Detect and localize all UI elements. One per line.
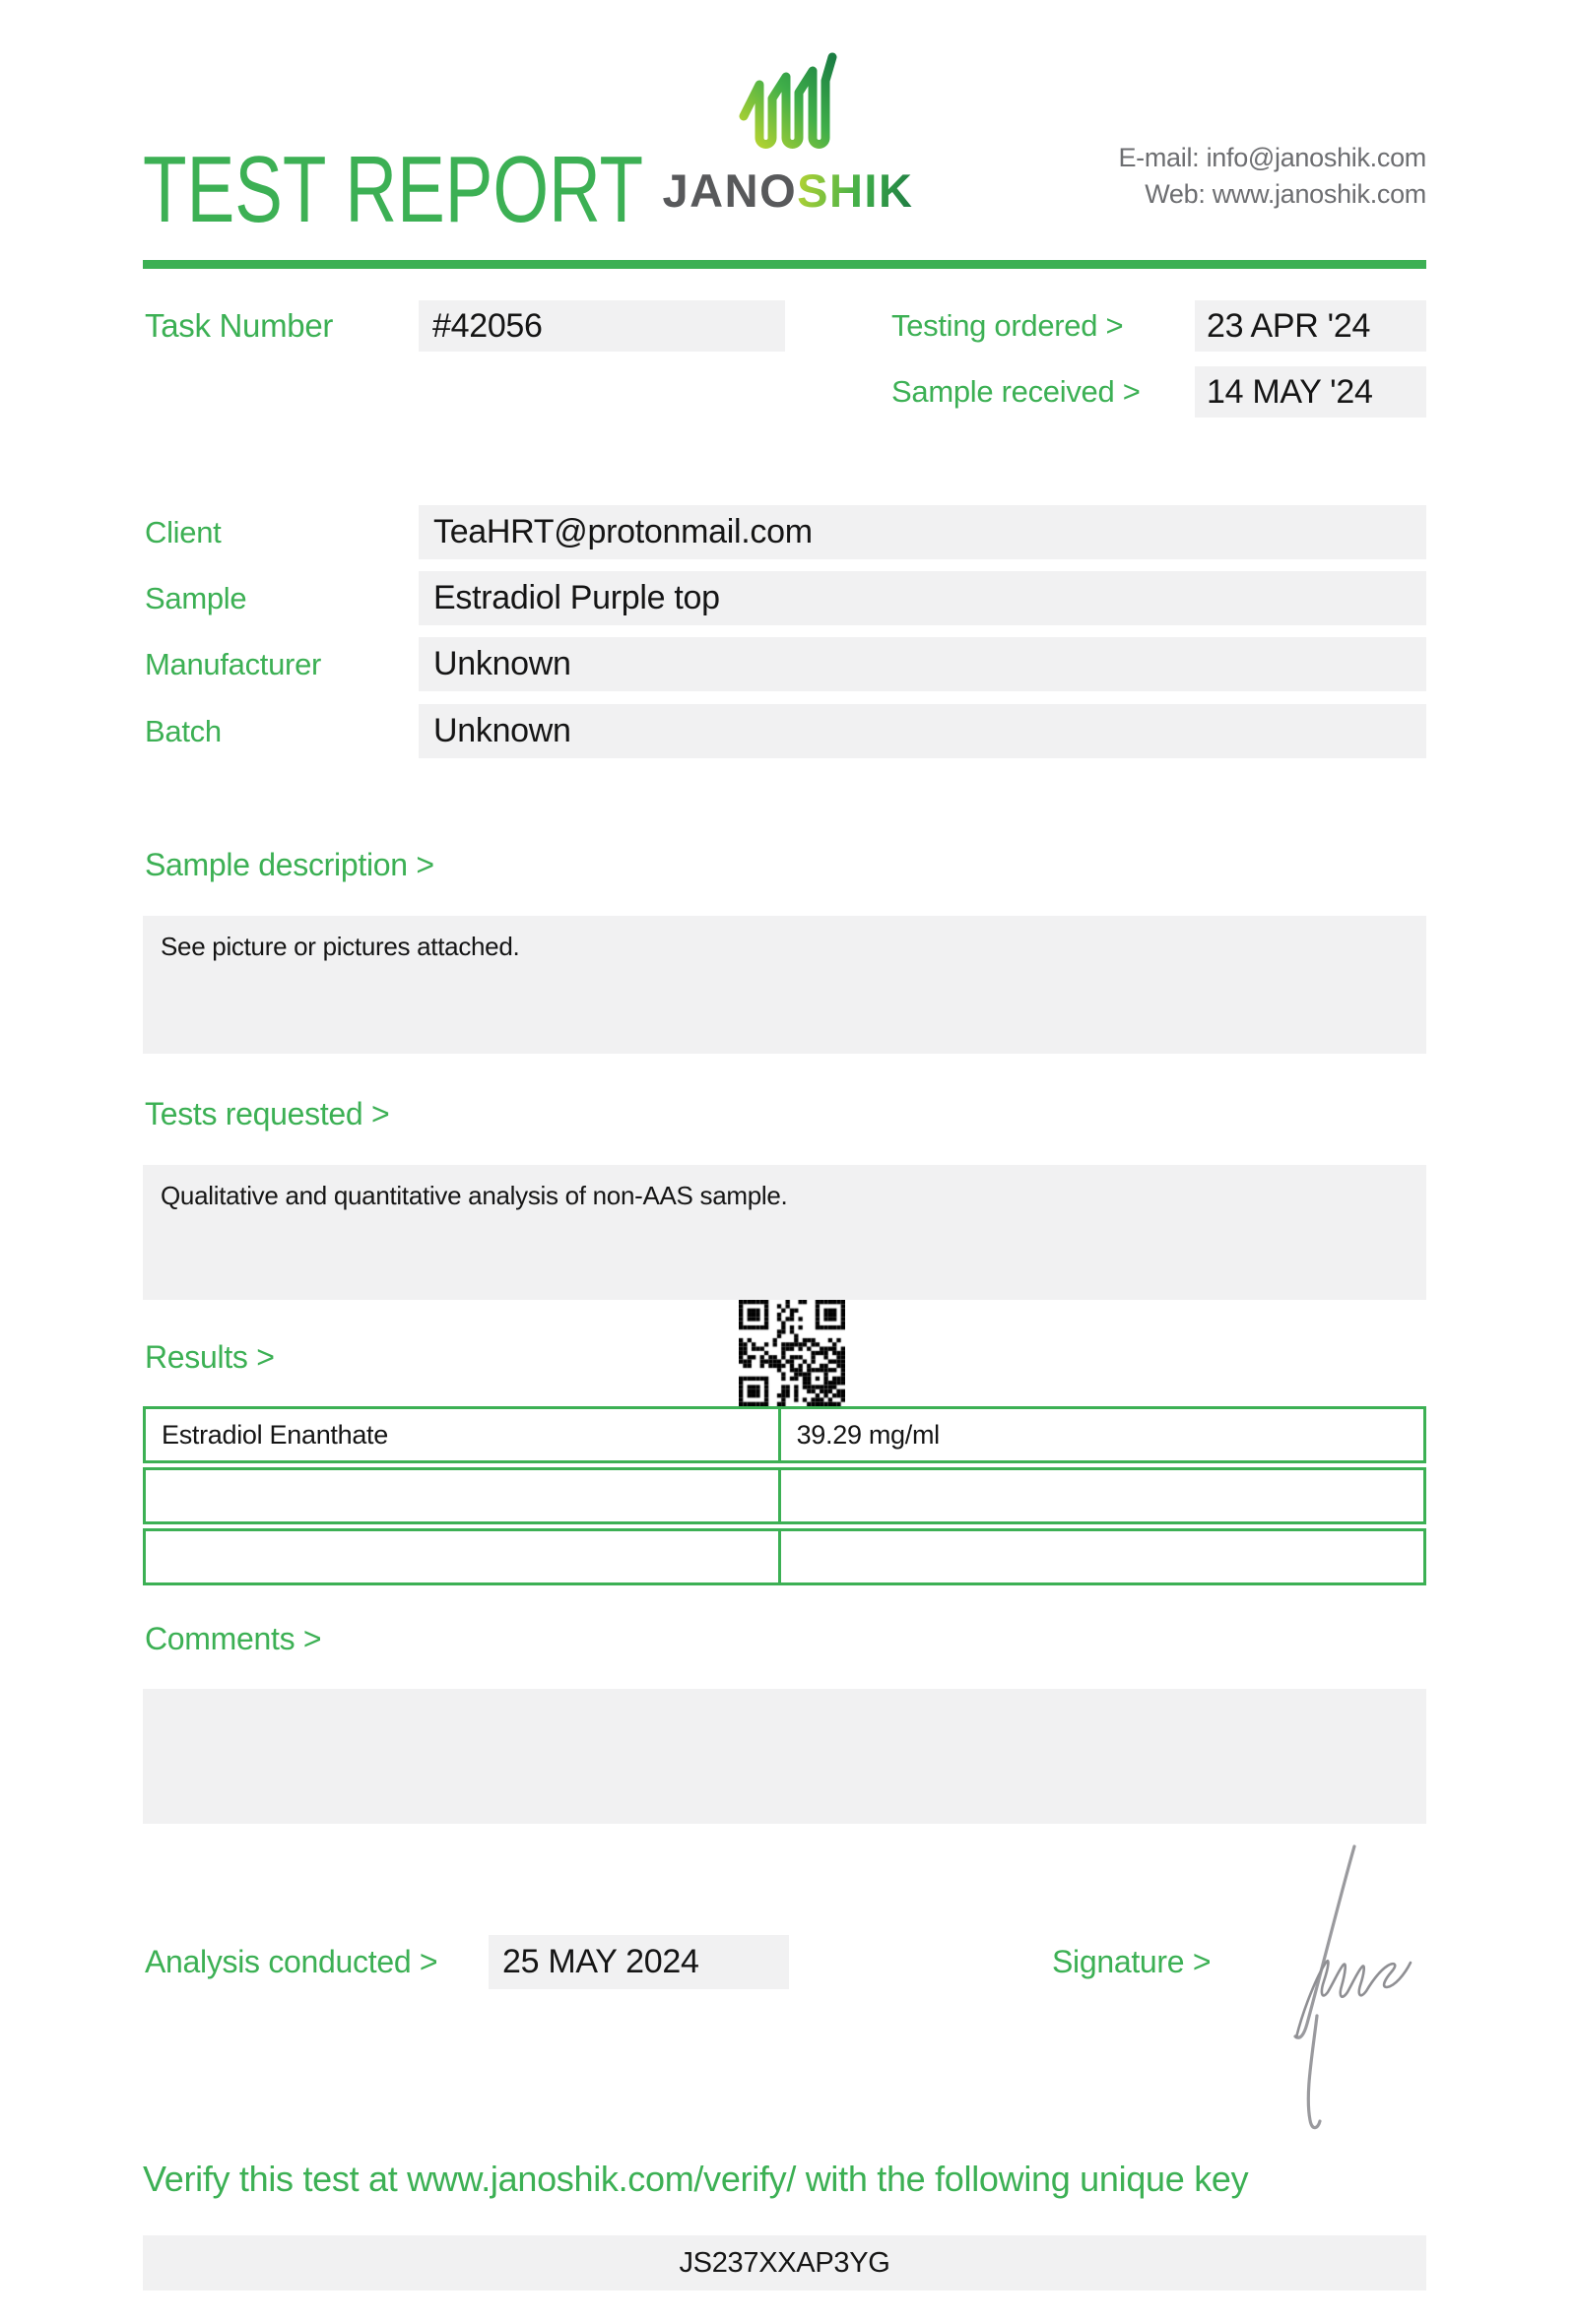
verify-instruction: Verify this test at www.janoshik.com/verify/ with the following unique key	[143, 2159, 1249, 2199]
results-table-row	[143, 1406, 1426, 1463]
result-concentration	[781, 1470, 1423, 1521]
batch-label: Batch	[145, 714, 222, 748]
comments-box	[143, 1689, 1426, 1824]
sample-received-label: Sample received >	[891, 374, 1141, 409]
analysis-conducted-date: 25 MAY 2024	[489, 1935, 789, 1989]
qr-code-icon	[739, 1300, 845, 1406]
logo-wordmark	[662, 163, 914, 218]
task-number-value: #42056	[419, 300, 785, 352]
testing-ordered-date: 23 APR '24	[1195, 300, 1426, 352]
result-substance	[146, 1531, 781, 1582]
result-concentration	[781, 1531, 1423, 1582]
unique-key-value: JS237XXAP3YG	[143, 2235, 1426, 2291]
batch-value: Unknown	[419, 704, 1426, 758]
logo-text-shik: SHIK	[797, 164, 914, 217]
results-table-row	[143, 1528, 1426, 1585]
client-label: Client	[145, 515, 222, 549]
client-value: TeaHRT@protonmail.com	[419, 505, 1426, 559]
testing-ordered-label: Testing ordered >	[891, 308, 1124, 343]
header-divider	[143, 260, 1426, 269]
contact-email: E-mail: info@janoshik.com	[1118, 143, 1426, 172]
manufacturer-value: Unknown	[419, 637, 1426, 691]
sample-received-date: 14 MAY '24	[1195, 366, 1426, 418]
sample-value: Estradiol Purple top	[419, 571, 1426, 625]
comments-heading: Comments >	[145, 1621, 322, 1656]
result-substance: Estradiol Enanthate	[146, 1409, 781, 1460]
manufacturer-label: Manufacturer	[145, 647, 322, 681]
result-substance	[146, 1470, 781, 1521]
results-table	[143, 1406, 1426, 1585]
results-heading: Results >	[145, 1339, 275, 1375]
sample-description-box: See picture or pictures attached.	[143, 916, 1426, 1054]
page-title: TEST REPORT	[143, 137, 644, 242]
signature-label: Signature >	[1052, 1944, 1212, 1979]
task-number-label: Task Number	[145, 307, 334, 344]
results-table-row	[143, 1467, 1426, 1524]
contact-web: Web: www.janoshik.com	[1145, 179, 1426, 209]
logo-text-jano: JANO	[662, 164, 798, 217]
logo-chart-icon	[734, 51, 842, 161]
tests-requested-heading: Tests requested >	[145, 1096, 390, 1131]
company-logo	[662, 51, 914, 218]
analysis-conducted-label: Analysis conducted >	[145, 1944, 438, 1979]
tests-requested-box: Qualitative and quantitative analysis of non-AAS sample.	[143, 1165, 1426, 1300]
sample-description-heading: Sample description >	[145, 847, 434, 882]
result-concentration: 39.29 mg/ml	[796, 1420, 940, 1450]
contact-info	[1118, 140, 1426, 213]
signature-icon	[1261, 1837, 1428, 2132]
sample-label: Sample	[145, 581, 247, 615]
